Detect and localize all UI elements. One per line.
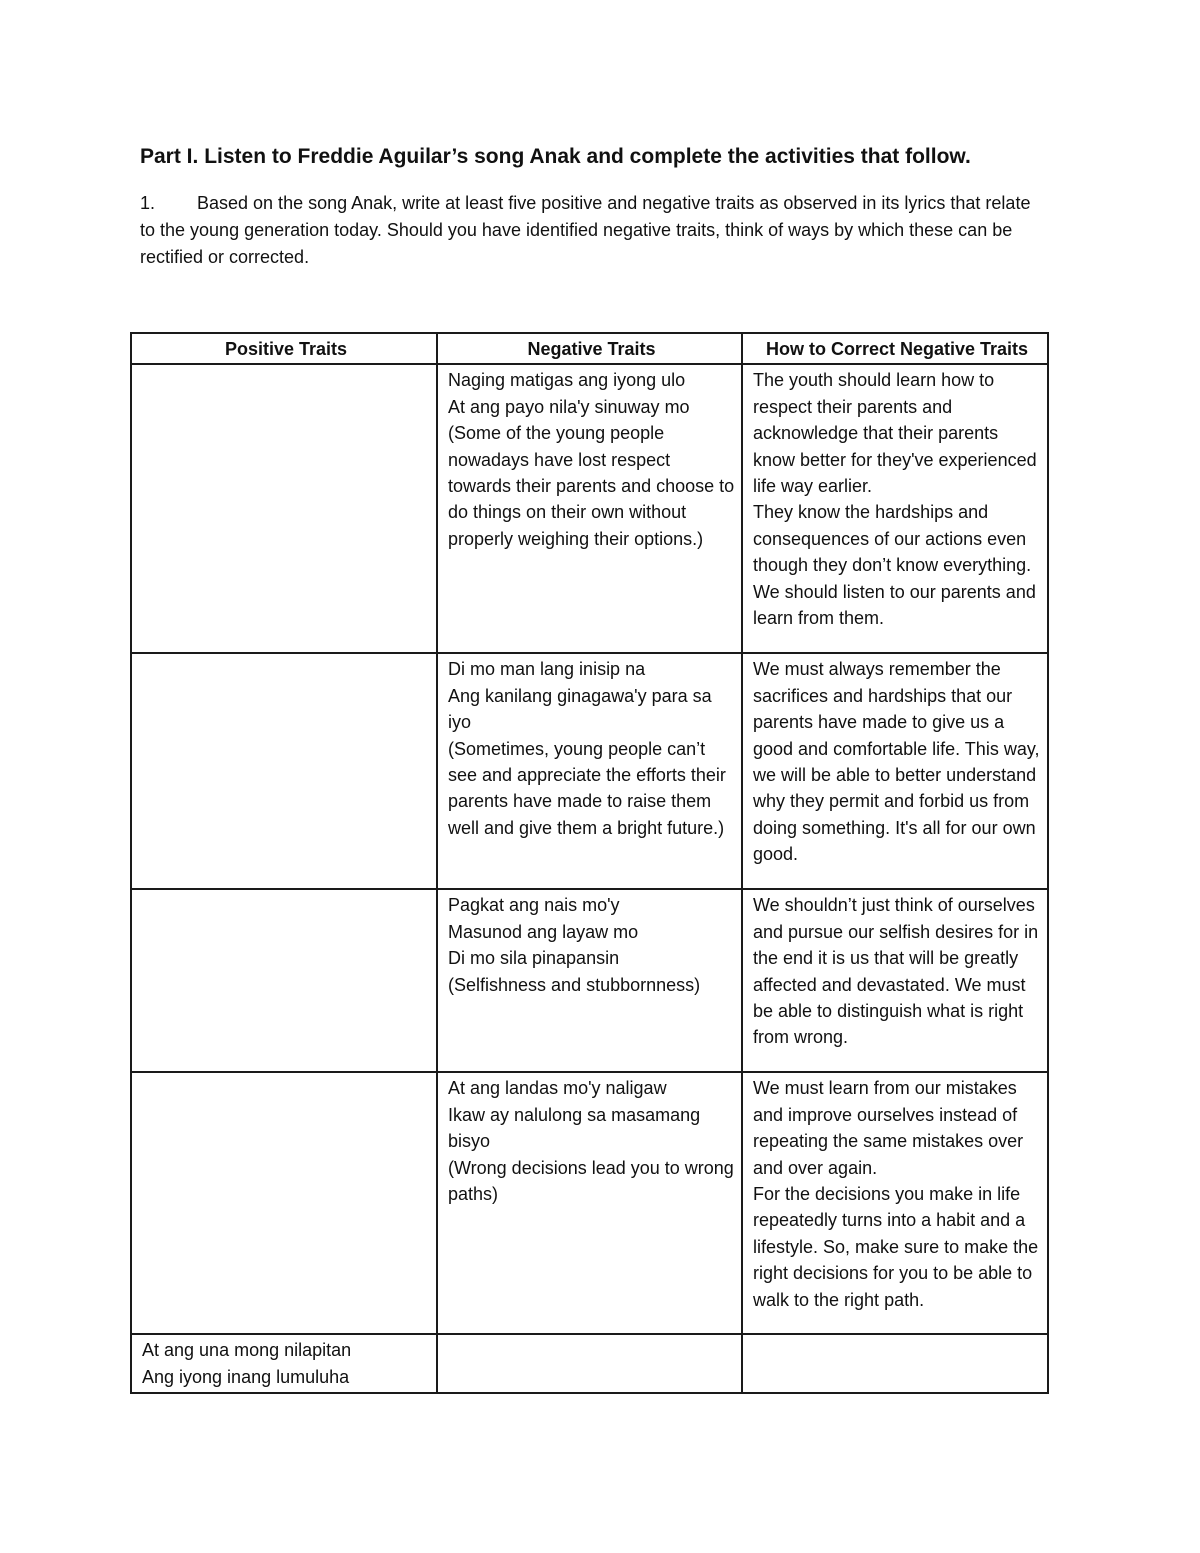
positive-traits-cell bbox=[131, 1334, 437, 1393]
lyric-line: Naging matigas ang iyong ulo bbox=[448, 370, 686, 391]
correction-cell bbox=[742, 653, 1048, 889]
correction-text: For the decisions you make in life repeatedly turns into a habit and a lifestyle. So, make sure to make the right decisions for you to be able to walk to the right path. bbox=[753, 1184, 1039, 1310]
negative-traits-cell bbox=[437, 1072, 742, 1334]
negative-traits-cell bbox=[437, 364, 742, 653]
correction-cell bbox=[742, 364, 1048, 653]
lyric-line: Masunod ang layaw mo bbox=[448, 921, 639, 942]
lyric-line: At ang una mong nilapitan bbox=[142, 1340, 352, 1361]
instruction-paragraph bbox=[140, 190, 1040, 271]
table-header-row bbox=[131, 333, 1048, 364]
lyric-line: Pagkat ang nais mo'y bbox=[448, 895, 620, 916]
trait-explanation: (Some of the young people nowadays have lost respect towards their parents and choose to do things on their own without properly weighing their options.) bbox=[448, 423, 735, 549]
lyric-line: Ikaw ay nalulong sa masamang bisyo bbox=[448, 1104, 701, 1152]
correction-text: The youth should learn how to respect their parents and acknowledge that their parents know better for they've experienced life way earlier. bbox=[753, 370, 1037, 497]
table-row bbox=[131, 364, 1048, 653]
lyric-line: Di mo man lang inisip na bbox=[448, 659, 646, 680]
negative-traits-cell bbox=[437, 653, 742, 889]
positive-traits-cell bbox=[131, 889, 437, 1072]
correction-text: We must always remember the sacrifices and hardships that our parents have made to give us a good and comfortable life. This way, we will be able to better understand why they permit and forbid us from doing something. It's all for our own good. bbox=[753, 659, 1040, 865]
instruction-number: 1. bbox=[140, 193, 156, 213]
correction-text: We must learn from our mistakes and improve ourselves instead of repeating the same mistakes over and over again. bbox=[753, 1078, 1024, 1178]
trait-explanation: (Sometimes, young people can’t see and appreciate the efforts their parents have made to raise them well and give them a bright future.) bbox=[448, 738, 726, 838]
correction-text: We should listen to our parents and learn from them. bbox=[753, 581, 1036, 629]
table-row bbox=[131, 1334, 1048, 1393]
traits-table bbox=[130, 332, 1049, 1394]
lyric-line: At ang landas mo'y naligaw bbox=[448, 1078, 667, 1099]
header-negative-traits: Negative Traits bbox=[437, 333, 742, 364]
positive-traits-cell bbox=[131, 1072, 437, 1334]
positive-traits-cell bbox=[131, 653, 437, 889]
trait-explanation: (Wrong decisions lead you to wrong paths) bbox=[448, 1157, 734, 1205]
table-row bbox=[131, 1072, 1048, 1334]
table-row bbox=[131, 653, 1048, 889]
table-row bbox=[131, 889, 1048, 1072]
lyric-line: At ang payo nila'y sinuway mo bbox=[448, 396, 690, 417]
correction-text: We shouldn’t just think of ourselves and pursue our selfish desires for in the end it is us that will be greatly affected and devastated. We must be able to distinguish what is right from wrong. bbox=[753, 895, 1039, 1048]
correction-text: They know the hardships and consequences of our actions even though they don’t know everything. bbox=[753, 502, 1032, 576]
page-title: Part I. Listen to Freddie Aguilar’s song Anak and complete the activities that follow. bbox=[140, 145, 971, 168]
correction-cell bbox=[742, 1334, 1048, 1393]
lyric-line: Di mo sila pinapansin bbox=[448, 948, 620, 969]
instruction-text: Based on the song Anak, write at least five positive and negative traits as observed in its lyrics that relate to the young generation today. Should you have identified negative traits, think of ways by which these can be rectified or corrected. bbox=[140, 193, 1031, 267]
correction-cell bbox=[742, 889, 1048, 1072]
header-how-to-correct: How to Correct Negative Traits bbox=[742, 333, 1048, 364]
negative-traits-cell bbox=[437, 889, 742, 1072]
positive-traits-cell bbox=[131, 364, 437, 653]
trait-explanation: (Selfishness and stubbornness) bbox=[448, 974, 701, 995]
lyric-line: Ang iyong inang lumuluha bbox=[142, 1366, 350, 1387]
lyric-line: Ang kanilang ginagawa'y para sa iyo bbox=[448, 685, 712, 733]
correction-cell bbox=[742, 1072, 1048, 1334]
header-positive-traits: Positive Traits bbox=[131, 333, 437, 364]
negative-traits-cell bbox=[437, 1334, 742, 1393]
